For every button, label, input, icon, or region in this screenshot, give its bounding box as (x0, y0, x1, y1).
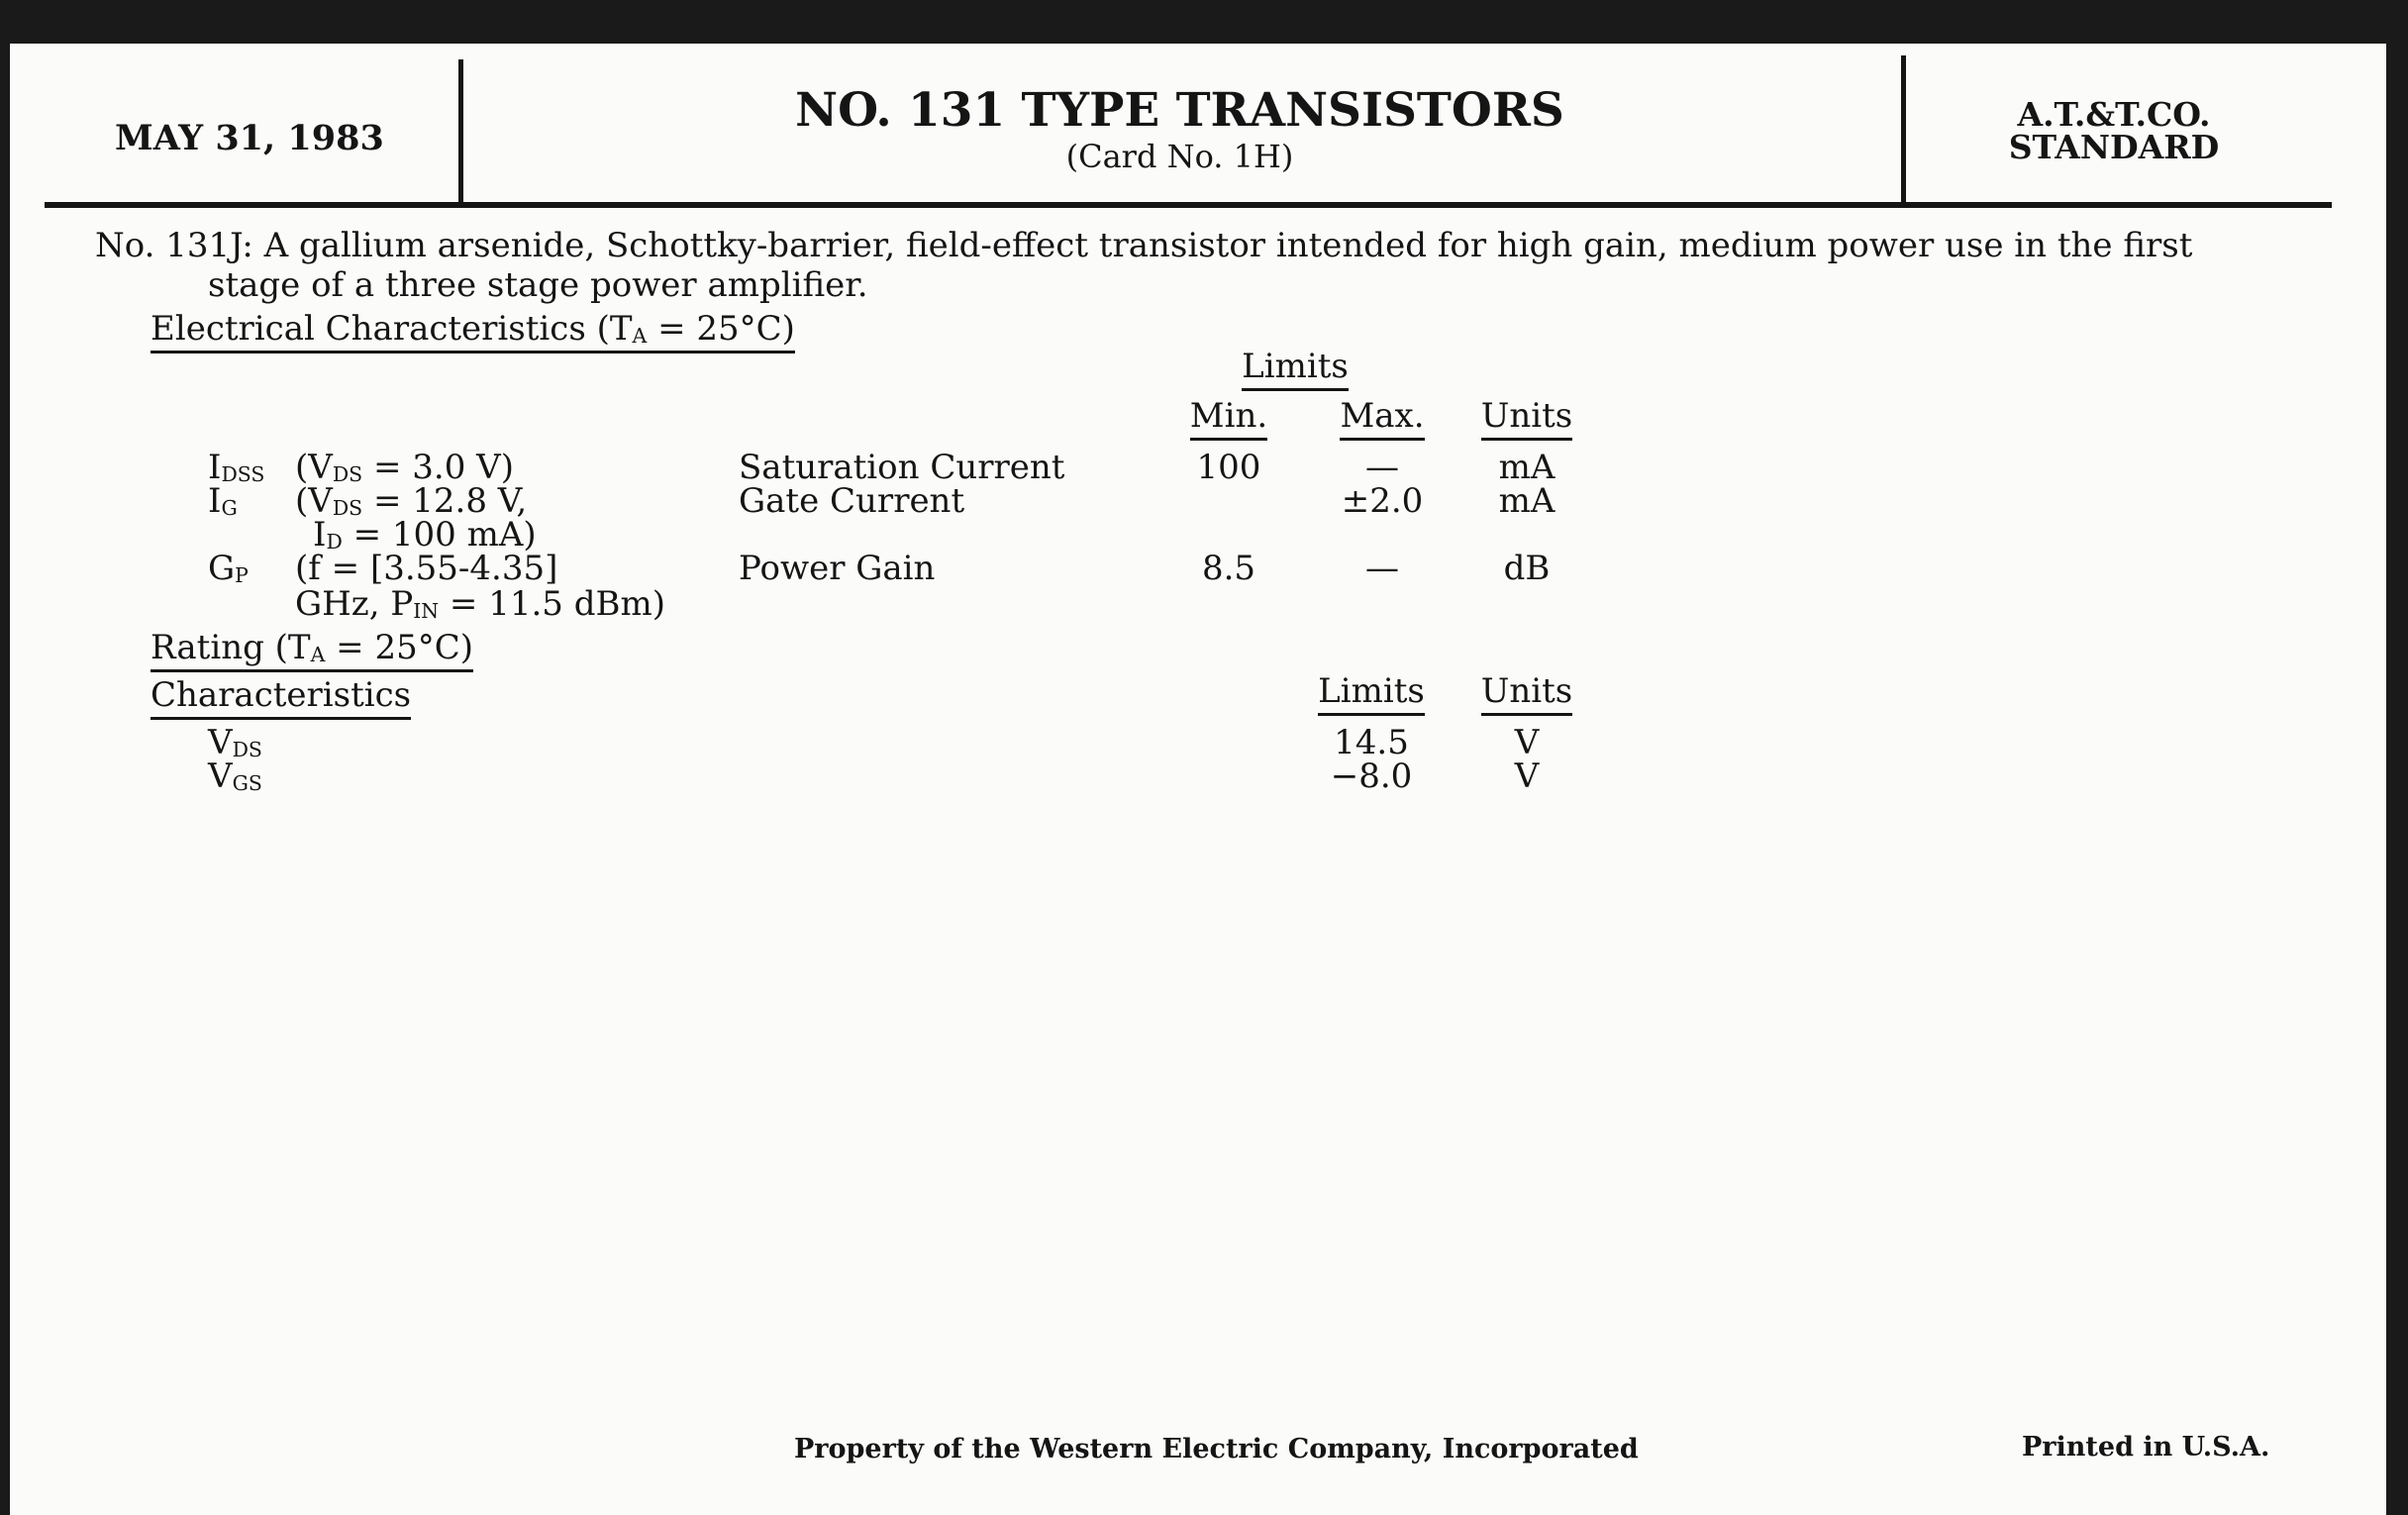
description-line-1: No. 131J: A gallium arsenide, Schottky-barrier, field-effect transistor intended for high gain, medium power use in the first (95, 226, 2193, 265)
idss-symbol: $I_{DSS}$ (208, 448, 265, 487)
ig-name: Gate Current (739, 481, 965, 521)
gp-condition-2: GHz, $P_{IN} = 11.5$ dBm) (295, 584, 665, 624)
idss-max: — (1365, 448, 1399, 487)
rating-limits-header: Limits (1297, 671, 1446, 711)
vds-units: V (1514, 723, 1540, 762)
vds-limit: 14.5 (1334, 723, 1409, 762)
gp-min: 8.5 (1201, 549, 1256, 588)
idss-name: Saturation Current (739, 448, 1065, 487)
description-line-2: stage of a three stage power amplifier. (208, 265, 868, 305)
gp-units: dB (1503, 549, 1551, 588)
limits-header: Limits (1226, 347, 1364, 386)
card-number: (Card No. 1H) (1065, 138, 1294, 175)
issue-date: MAY 31, 1983 (115, 118, 384, 158)
vgs-limit: −8.0 (1330, 757, 1413, 796)
standard-card (10, 44, 2386, 1515)
standard-company: A.T.&T.CO. (2017, 95, 2211, 134)
card-title: NO. 131 TYPE TRANSISTORS (795, 83, 1564, 138)
vgs-symbol: $V_{GS}$ (208, 757, 262, 796)
idss-units: mA (1498, 448, 1555, 487)
ig-condition-2: $I_D = 100$ mA) (313, 515, 537, 555)
idss-min: 100 (1196, 448, 1261, 487)
gp-condition: (f = [3.55-4.35] (295, 549, 558, 588)
vgs-units: V (1514, 757, 1540, 796)
header-rule (45, 202, 2332, 208)
ig-max: ±2.0 (1341, 481, 1424, 521)
min-header: Min. (1173, 396, 1284, 436)
max-header: Max. (1322, 396, 1443, 436)
gp-name: Power Gain (739, 549, 936, 588)
gp-symbol: $G_P$ (208, 549, 249, 588)
ig-units: mA (1498, 481, 1555, 521)
standard-mark (1906, 95, 2322, 166)
property-notice: Property of the Western Electric Company, Incorporated (794, 1434, 1639, 1464)
electrical-heading: Electrical Characteristics $(T_A = 25^\circ C)$ (150, 309, 795, 349)
units-header: Units (1467, 396, 1586, 436)
ig-condition: ($V_{DS} = 12.8$ V, (295, 481, 528, 521)
standard-label: STANDARD (2008, 128, 2220, 166)
characteristics-label: Characteristics (150, 675, 411, 715)
idss-condition: ($V_{DS} = 3.0$ V) (295, 448, 514, 487)
gp-max: — (1365, 549, 1399, 588)
rating-units-header: Units (1467, 671, 1586, 711)
printed-notice: Printed in U.S.A. (2022, 1432, 2270, 1463)
vds-symbol: $V_{DS}$ (208, 723, 262, 762)
ig-symbol: $I_G$ (208, 481, 238, 521)
rating-heading: Rating $(T_A = 25^\circ C)$ (150, 628, 473, 667)
